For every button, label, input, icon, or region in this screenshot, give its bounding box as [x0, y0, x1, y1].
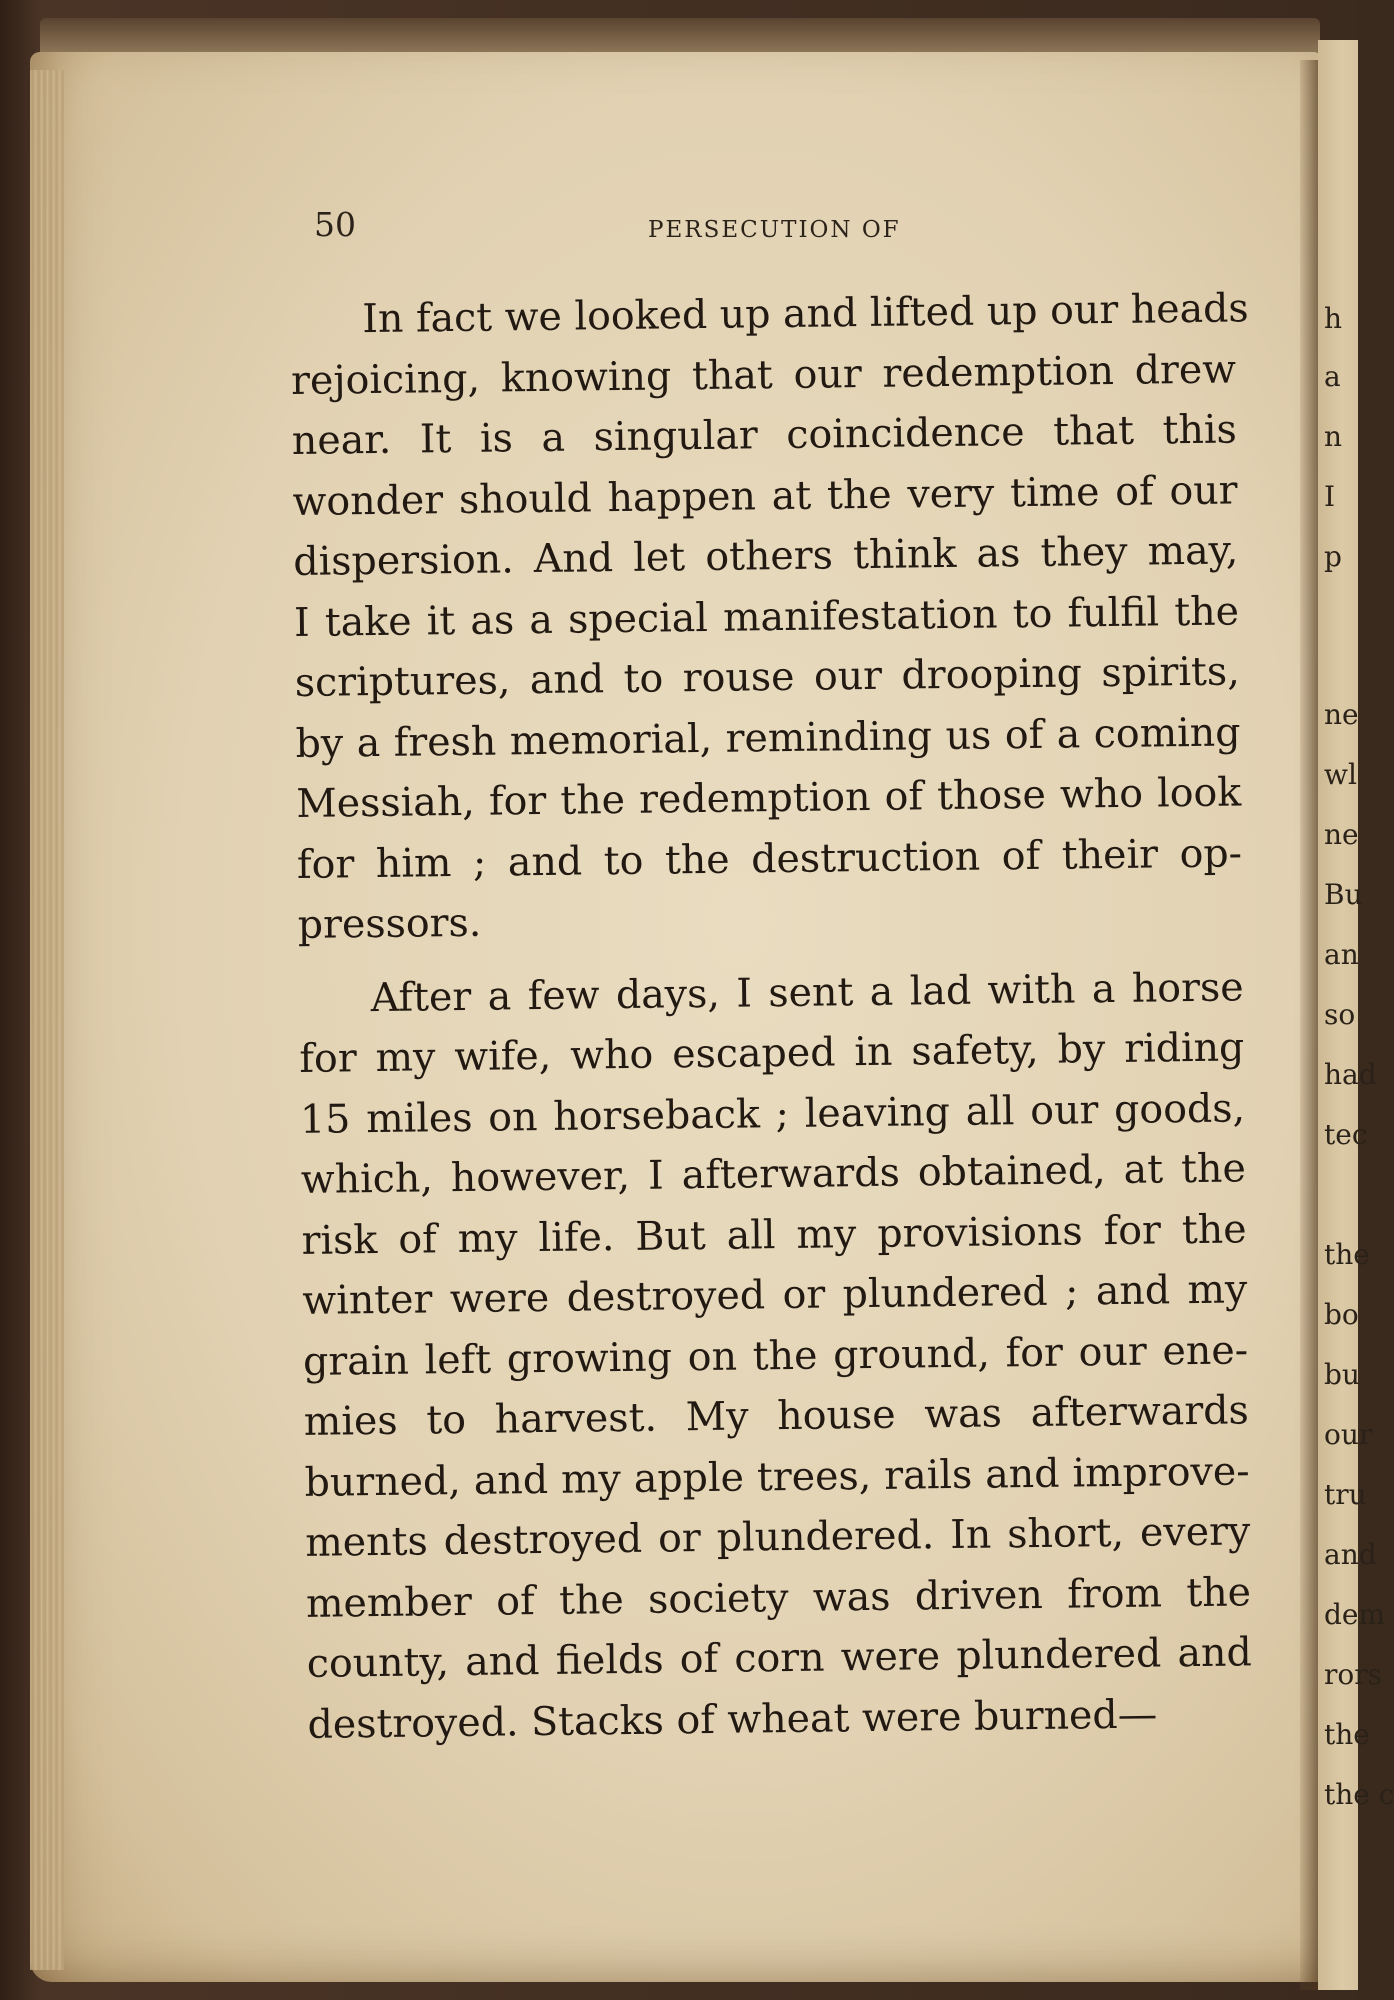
text-line: ments destroyed or plundered. In short, every	[305, 1508, 1251, 1566]
text-line: pressors.	[297, 899, 482, 948]
paragraph-1	[290, 278, 1249, 955]
facing-fragment: the	[1324, 1238, 1370, 1271]
text-line: rejoicing, knowing that our redemption drew	[290, 345, 1237, 404]
facing-fragment: a	[1324, 360, 1341, 393]
text-line: In fact we looked up and lifted up our heads	[362, 285, 1249, 343]
facing-fragment: the c	[1324, 1778, 1394, 1811]
facing-fragment: and	[1324, 1538, 1377, 1571]
text-line: risk of my life. But all my provisions for the	[301, 1205, 1247, 1264]
facing-fragment: an	[1324, 938, 1359, 971]
page-body	[290, 278, 1253, 1754]
page-number: 50	[314, 205, 356, 244]
book-gutter	[1300, 60, 1320, 1990]
facing-fragment: rors	[1324, 1658, 1382, 1691]
facing-fragment: dem	[1324, 1598, 1386, 1631]
text-line: by a fresh memorial, reminding us of a coming	[295, 708, 1241, 767]
running-head: PERSECUTION OF	[648, 217, 901, 243]
facing-fragment: wl	[1324, 758, 1357, 791]
facing-fragment: ne	[1324, 818, 1359, 851]
text-line: burned, and my apple trees, rails and improve-	[304, 1447, 1250, 1506]
text-line: near. It is a singular coincidence that this	[291, 406, 1238, 464]
text-line: grain left growing on the ground, for our ene-	[302, 1326, 1249, 1385]
text-line: county, and fields of corn were plundered and	[306, 1629, 1252, 1687]
facing-fragment: n	[1324, 420, 1343, 453]
text-line: for my wife, who escaped in safety, by riding	[299, 1024, 1245, 1082]
facing-fragment: Bu	[1324, 878, 1363, 911]
text-line: Messiah, for the redemption of those who look	[295, 769, 1242, 827]
facing-fragment: bo	[1324, 1298, 1359, 1331]
text-line: winter were destroyed or plundered ; and my	[302, 1266, 1248, 1324]
facing-fragment: I	[1324, 480, 1336, 513]
facing-fragment: ne	[1324, 698, 1359, 731]
text-line: mies to harvest. My house was afterwards	[303, 1387, 1250, 1445]
page-header	[314, 205, 1244, 255]
facing-fragment: the	[1324, 1718, 1370, 1751]
facing-fragment: our	[1324, 1418, 1373, 1451]
text-line: I take it as a special manifestation to fulfil the	[293, 587, 1240, 646]
paragraph-2	[298, 957, 1253, 1755]
facing-fragment: p	[1324, 540, 1342, 573]
text-line: 15 miles on horseback ; leaving all our goods,	[299, 1084, 1246, 1143]
facing-fragment: tec	[1324, 1118, 1368, 1151]
facing-fragment: h	[1324, 302, 1343, 335]
page-edges	[30, 70, 64, 1970]
text-line: destroyed. Stacks of wheat were burned—	[307, 1691, 1158, 1748]
facing-fragment: bu	[1324, 1358, 1360, 1391]
text-line: which, however, I afterwards obtained, at the	[300, 1145, 1247, 1203]
text-line: wonder should happen at the very time of our	[292, 466, 1238, 525]
facing-fragment: had	[1324, 1058, 1377, 1091]
text-line: for him ; and to the destruction of their op-	[296, 829, 1243, 888]
text-line: After a few days, I sent a lad with a horse	[370, 963, 1244, 1021]
text-line: dispersion. And let others think as they may,	[293, 527, 1239, 585]
facing-page-edge	[1318, 40, 1394, 1990]
facing-fragment: so	[1324, 998, 1356, 1031]
facing-fragment: tru	[1324, 1478, 1367, 1511]
text-line: member of the society was driven from the	[305, 1568, 1252, 1627]
text-line: scriptures, and to rouse our drooping spirits,	[294, 648, 1241, 706]
